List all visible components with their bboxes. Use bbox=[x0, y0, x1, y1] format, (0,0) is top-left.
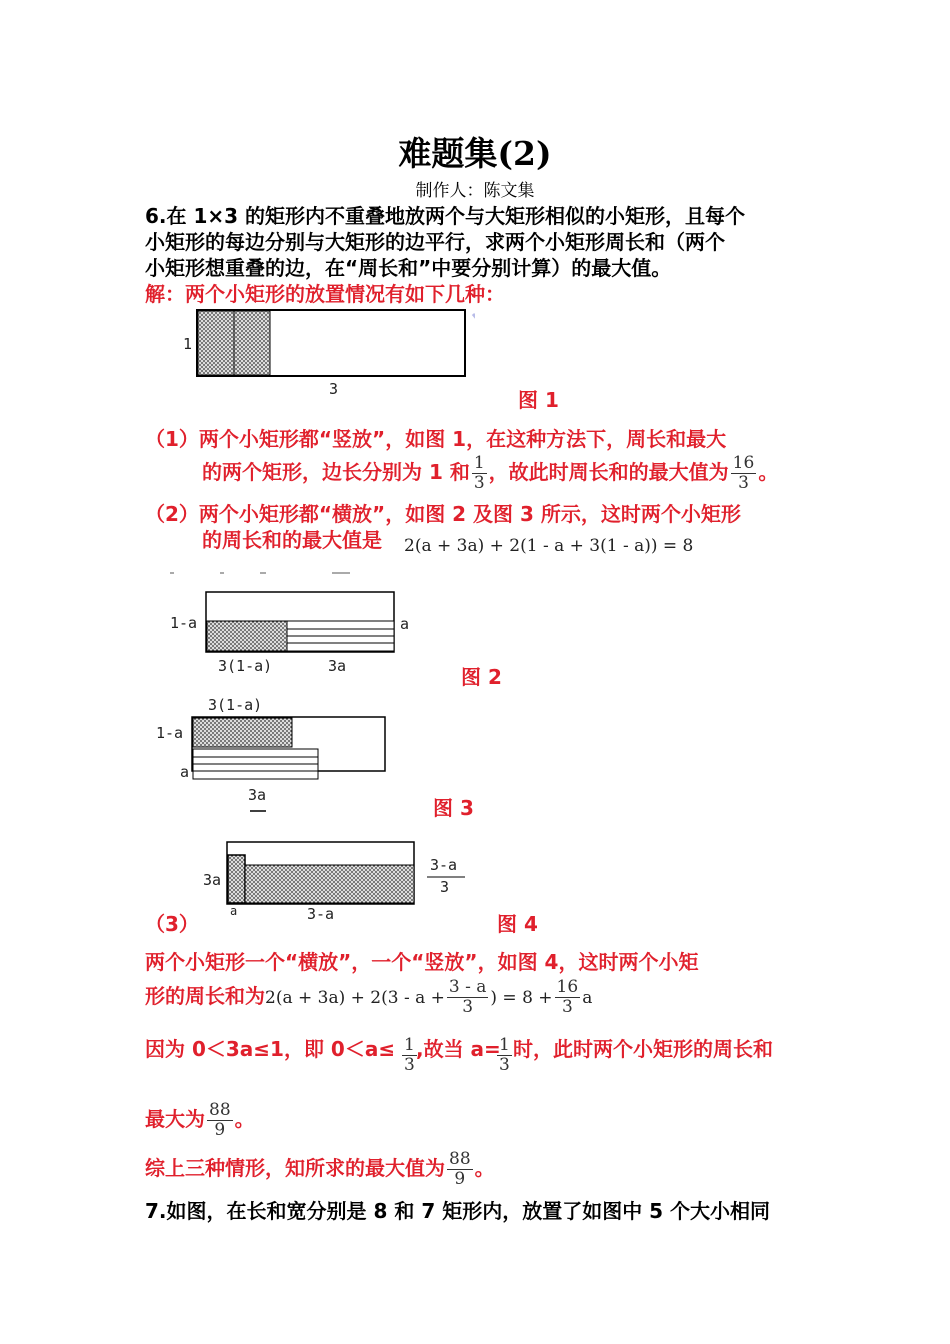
page-title: 难题集(2) bbox=[398, 134, 552, 173]
fig2-right-label: a bbox=[400, 615, 410, 633]
fig1-side-label: 1 bbox=[183, 335, 193, 353]
max-fraction: $\frac{88}{9}$ bbox=[209, 1100, 231, 1140]
because-text-a: 因为 0＜3a≤1，即 0＜a≤ bbox=[145, 1037, 396, 1061]
q6-line-3: 小矩形想重叠的边，在“周长和”中要分别计算）的最大值。 bbox=[145, 256, 672, 280]
solution-intro: 解：两个小矩形的放置情况有如下几种： bbox=[145, 282, 505, 306]
figure-1-caption: 图 1 bbox=[518, 388, 559, 412]
figure-3-diagram bbox=[150, 690, 400, 820]
case1-line-2 bbox=[202, 451, 778, 493]
case1-text-c: 。 bbox=[758, 460, 779, 484]
max-line bbox=[145, 1098, 255, 1140]
fig4-bottom-small-label: a bbox=[230, 904, 238, 918]
fig2-left-label: 1-a bbox=[170, 614, 198, 632]
because-text-b: ,故当 a= bbox=[416, 1037, 501, 1061]
case3-text: 形的周长和为 bbox=[145, 984, 265, 1008]
case3-fraction-2: $\frac{16}{3}$ bbox=[556, 977, 579, 1017]
case1-text-b: ，故此时周长和的最大值为 bbox=[488, 460, 729, 484]
case3-fraction-1: $\frac{3 - a}{3}$ bbox=[448, 977, 487, 1017]
conclusion-fraction: $\frac{88}{9}$ bbox=[449, 1149, 471, 1189]
case3-line-2 bbox=[145, 975, 592, 1019]
case2-line-2: 的周长和的最大值是 bbox=[202, 528, 382, 552]
case3-marker: （3） bbox=[145, 912, 199, 936]
case3-formula-b: ) = 8 + bbox=[490, 988, 553, 1008]
case1-line-1: （1）两个小矩形都“竖放”，如图 1，在这种方法下，周长和最大 bbox=[145, 427, 727, 451]
fig2-bottom-right-label: 3a bbox=[328, 657, 347, 675]
case3-formula-c: a bbox=[582, 988, 593, 1008]
fig3-dotted-rect bbox=[193, 718, 292, 747]
figure-3-caption: 图 3 bbox=[433, 796, 474, 820]
q6-line-1: 6.在 1×3 的矩形内不重叠地放两个与大矩形相似的小矩形，且每个 bbox=[145, 204, 746, 228]
case1-text-a: 的两个矩形，边长分别为 1 和 bbox=[202, 460, 470, 484]
case1-fraction-1: $\frac{1}{3}$ bbox=[473, 453, 485, 493]
case2-line-1: （2）两个小矩形都“横放”，如图 2 及图 3 所示，这时两个小矩形 bbox=[145, 502, 741, 526]
fig1-small-rect-1 bbox=[198, 311, 234, 375]
fig3-left-label-1: 1-a bbox=[156, 724, 184, 742]
case1-fraction-2: $\frac{16}{3}$ bbox=[732, 453, 755, 493]
fig4-left-label: 3a bbox=[203, 871, 222, 889]
figure-2-diagram bbox=[160, 565, 440, 680]
case2-formula: 2(a + 3a) + 2(1 - a + 3(1 - a)) = 8 bbox=[404, 536, 694, 556]
conclusion-end: 。 bbox=[474, 1156, 495, 1180]
figure-1-diagram bbox=[175, 300, 475, 400]
fig4-right-den: 3 bbox=[440, 878, 450, 896]
fig4-bottom-label: 3-a bbox=[307, 905, 335, 923]
fig4-vertical-rect bbox=[228, 855, 245, 903]
fig2-bottom-left-label: 3(1-a) bbox=[218, 657, 273, 675]
case3-formula-a: 2(a + 3a) + 2(3 - a + bbox=[265, 988, 445, 1008]
because-fraction-2: $\frac{1}{3}$ bbox=[499, 1035, 510, 1075]
q7-line-1: 7.如图，在长和宽分别是 8 和 7 矩形内，放置了如图中 5 个大小相同 bbox=[145, 1199, 771, 1223]
fig1-small-rect-2 bbox=[234, 311, 270, 375]
max-end: 。 bbox=[234, 1107, 255, 1131]
fig3-left-label-2: a bbox=[180, 763, 190, 781]
figure-4-diagram bbox=[195, 835, 475, 930]
figure-4-caption: 图 4 bbox=[497, 912, 538, 936]
case3-line-1: 两个小矩形一个“横放”，一个“竖放”，如图 4，这时两个小矩 bbox=[145, 950, 699, 974]
conclusion-text: 综上三种情形，知所求的最大值为 bbox=[145, 1156, 445, 1180]
fig2-dotted-rect bbox=[207, 621, 287, 651]
q6-line-2: 小矩形的每边分别与大矩形的边平行，求两个小矩形周长和（两个 bbox=[145, 230, 725, 254]
figure-2-caption: 图 2 bbox=[461, 665, 502, 689]
author-line: 制作人：陈文集 bbox=[415, 181, 535, 201]
scan-mark bbox=[473, 314, 475, 344]
because-fraction-1: $\frac{1}{3}$ bbox=[404, 1035, 415, 1075]
fig1-bottom-label: 3 bbox=[329, 380, 339, 398]
conclusion-line bbox=[145, 1147, 495, 1189]
fig4-horizontal-rect bbox=[245, 865, 414, 903]
fig4-right-num: 3-a bbox=[430, 856, 458, 874]
fig3-bottom-label: 3a bbox=[248, 786, 267, 804]
max-text: 最大为 bbox=[145, 1107, 205, 1131]
because-text-c: 时，此时两个小矩形的周长和 bbox=[513, 1037, 773, 1061]
fig3-top-label: 3(1-a) bbox=[208, 696, 263, 714]
